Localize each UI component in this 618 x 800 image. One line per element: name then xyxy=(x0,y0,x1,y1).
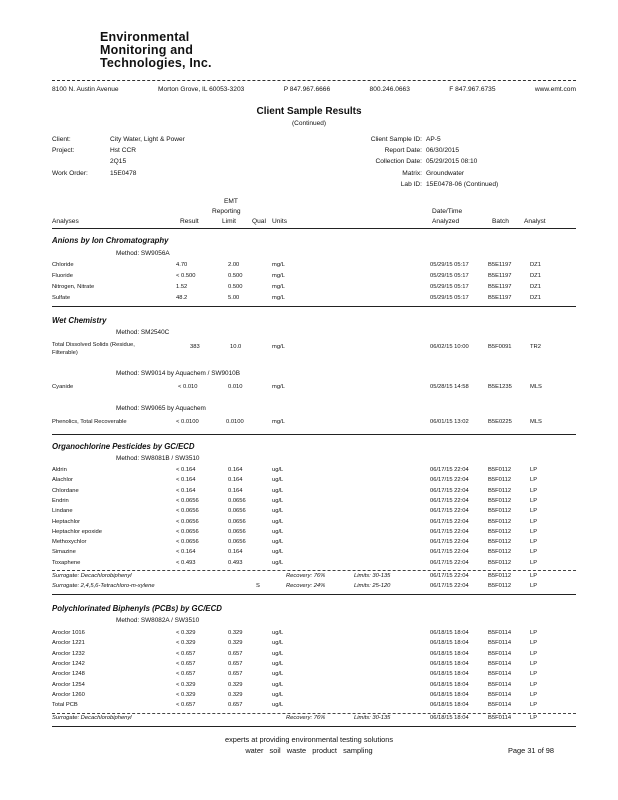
cell-batch: B5F0112 xyxy=(488,539,512,546)
matrix-value: Groundwater xyxy=(426,170,465,177)
cell-analyst: LP xyxy=(530,539,538,546)
company-name-line1: Environmental xyxy=(100,30,190,44)
cell-batch: B5F0112 xyxy=(488,477,512,484)
footer-categories: water soil waste product sampling xyxy=(245,746,373,755)
cell-recovery: Recovery: 24% xyxy=(286,583,326,589)
cell-units: ug/L xyxy=(272,539,284,546)
cell-date: 06/18/15 18:04 xyxy=(430,702,469,709)
col-batch: Batch xyxy=(492,218,509,225)
cell-date: 05/29/15 05:17 xyxy=(430,284,469,290)
collection-date-value: 05/29/2015 08:10 xyxy=(426,158,478,165)
cell-analyst: LP xyxy=(530,691,538,698)
section-wet-method2: Method: SW9014 by Aquachem / SW9010B xyxy=(116,370,240,377)
cell-analyst: LP xyxy=(530,487,538,494)
address-phone: P 847.967.6666 xyxy=(283,86,331,93)
table-row xyxy=(0,384,618,394)
pcb-surr-date: 06/18/15 18:04 xyxy=(430,715,469,721)
cell-batch: B5F0114 xyxy=(488,630,512,636)
cell-analyst: LP xyxy=(530,467,538,473)
pest-surrogate-rule xyxy=(52,570,576,571)
cell-analyst: LP xyxy=(530,508,538,515)
cell-result: 48.2 xyxy=(176,295,188,301)
cell-analyte: Aroclor 1221 xyxy=(52,640,85,647)
cell-units: ug/L xyxy=(272,640,284,647)
phenol-name: Phenolics, Total Recoverable xyxy=(52,419,127,425)
cell-limit: 0.164 xyxy=(228,487,243,494)
table-row xyxy=(0,661,618,670)
col-analyses: Analyses xyxy=(52,218,79,225)
col-qual: Qual xyxy=(252,218,266,225)
cyanide-name: Cyanide xyxy=(52,384,74,390)
company-name-line2: Monitoring and xyxy=(100,43,194,57)
table-row xyxy=(0,284,618,293)
cell-limit: 0.500 xyxy=(228,284,243,290)
tds-units: mg/L xyxy=(272,344,285,350)
cell-analyst: LP xyxy=(530,477,538,484)
cell-date: 06/18/15 18:04 xyxy=(430,630,469,636)
col-units: Units xyxy=(272,218,288,225)
cell-batch: B5F0112 xyxy=(488,583,512,589)
cell-units: mg/L xyxy=(272,273,285,279)
table-row xyxy=(0,692,618,701)
cell-analyte: Sulfate xyxy=(52,295,71,301)
cell-analyte: Fluoride xyxy=(52,273,73,279)
pcb-surr-analyst: LP xyxy=(530,715,538,721)
cell-date: 06/17/15 22:04 xyxy=(430,508,469,515)
cell-analyte: Aroclor 1254 xyxy=(52,681,85,688)
section-pcb-title: Polychlorinated Biphenyls (PCBs) by GC/ECD xyxy=(52,604,222,613)
cell-analyst: LP xyxy=(530,681,538,688)
table-header xyxy=(0,0,618,240)
cell-units: ug/L xyxy=(272,477,284,484)
cell-result: < 0.493 xyxy=(176,559,196,566)
tds-limit: 10.0 xyxy=(230,344,242,350)
tds-name-2: Filterable) xyxy=(52,350,78,356)
cell-analyst: DZ1 xyxy=(530,295,541,301)
cell-analyte: Nitrogen, Nitrate xyxy=(52,284,95,290)
lab-id-value: 15E0478-06 (Continued) xyxy=(426,181,499,188)
table-row xyxy=(0,715,618,725)
table-row xyxy=(0,488,618,497)
cell-recovery: Recovery: 76% xyxy=(286,573,326,579)
cell-batch: B5F0114 xyxy=(488,650,512,657)
collection-date-label: Collection Date: xyxy=(375,158,422,165)
address-web: www.emt.com xyxy=(534,86,576,93)
footer-tagline: experts at providing environmental testing solutions xyxy=(224,735,394,744)
pcb-surr-name: Surrogate: Decachlorobiphenyl xyxy=(52,715,132,721)
cell-units: ug/L xyxy=(272,660,284,667)
cell-limit: 0.329 xyxy=(228,681,243,688)
cell-limit: 0.0656 xyxy=(228,518,246,525)
table-row xyxy=(0,651,618,660)
cell-date: 06/17/15 22:04 xyxy=(430,528,469,535)
cell-result: < 0.164 xyxy=(176,477,196,484)
cell-units: ug/L xyxy=(272,702,284,709)
cell-result: < 0.657 xyxy=(176,650,196,657)
cell-analyst: LP xyxy=(530,497,538,504)
project-label: Project: xyxy=(52,147,75,154)
cell-units: ug/L xyxy=(272,671,284,678)
cell-result: < 0.329 xyxy=(176,640,196,647)
cell-limit: 0.493 xyxy=(228,559,243,566)
table-row xyxy=(0,682,618,691)
cell-date: 06/17/15 22:04 xyxy=(430,583,469,589)
cell-limit: 0.164 xyxy=(228,477,243,484)
cell-batch: B5E1197 xyxy=(488,284,512,290)
cell-surrogate: Surrogate: 2,4,5,6-Tetrachloro-m-xylene xyxy=(52,583,155,589)
cell-analyst: LP xyxy=(530,640,538,647)
address-fax: F 847.967.6735 xyxy=(449,86,496,93)
cell-units: ug/L xyxy=(272,518,284,525)
cell-analyte: Methoxychlor xyxy=(52,539,87,546)
project-value: Hst CCR xyxy=(110,147,137,154)
table-row xyxy=(0,573,618,582)
cell-result: < 0.329 xyxy=(176,630,196,636)
cell-batch: B5F0112 xyxy=(488,528,512,535)
cell-analyte: Aldrin xyxy=(52,467,67,473)
pcb-surr-recovery: Recovery: 76% xyxy=(286,715,326,721)
table-row xyxy=(0,640,618,649)
address-city: Morton Grove, IL 60053-3203 xyxy=(158,86,245,93)
cell-analyst: LP xyxy=(530,583,538,589)
cell-units: mg/L xyxy=(272,262,285,268)
cell-batch: B5E1197 xyxy=(488,273,512,279)
cell-result: < 0.657 xyxy=(176,671,196,678)
cell-limits: Limits: 30-135 xyxy=(354,573,391,579)
cell-units: ug/L xyxy=(272,508,284,515)
cell-analyst: LP xyxy=(530,630,538,636)
cell-units: ug/L xyxy=(272,549,284,556)
cell-date: 06/18/15 18:04 xyxy=(430,691,469,698)
cell-analyte: Endrin xyxy=(52,497,69,504)
cell-date: 06/17/15 22:04 xyxy=(430,559,469,566)
table-row xyxy=(0,630,618,639)
cyanide-analyst: MLS xyxy=(530,384,542,390)
cell-limit: 0.500 xyxy=(228,273,243,279)
cell-analyte: Toxaphene xyxy=(52,559,81,566)
cell-units: mg/L xyxy=(272,295,285,301)
cell-limit: 0.657 xyxy=(228,660,243,667)
client-value: City Water, Light & Power xyxy=(110,136,185,143)
cell-date: 06/18/15 18:04 xyxy=(430,671,469,678)
cell-result: < 0.329 xyxy=(176,691,196,698)
cell-date: 06/18/15 18:04 xyxy=(430,660,469,667)
cell-batch: B5F0114 xyxy=(488,681,512,688)
cell-limit: 2.00 xyxy=(228,262,240,268)
cell-date: 06/17/15 22:04 xyxy=(430,518,469,525)
report-date-value: 06/30/2015 xyxy=(426,147,460,154)
col-datetime: Date/Time xyxy=(432,208,463,215)
section-wet-title: Wet Chemistry xyxy=(52,316,107,325)
cell-analyte: Aroclor 1260 xyxy=(52,691,85,698)
cell-analyst: LP xyxy=(530,528,538,535)
cell-units: ug/L xyxy=(272,467,284,473)
table-row xyxy=(0,529,618,538)
pcb-surr-batch: B5F0114 xyxy=(488,715,512,721)
page-subtitle: (Continued) xyxy=(292,120,326,127)
report-date-label: Report Date: xyxy=(384,147,422,154)
phenol-analyst: MLS xyxy=(530,419,542,425)
cell-qual: S xyxy=(256,583,260,589)
cell-result: < 0.0656 xyxy=(176,528,199,535)
cell-analyte: Aroclor 1232 xyxy=(52,650,85,657)
cell-limit: 0.329 xyxy=(228,691,243,698)
table-row xyxy=(0,583,618,592)
cyanide-date: 05/28/15 14:58 xyxy=(430,384,469,390)
page-number: Page 31 of 98 xyxy=(508,746,555,755)
cell-batch: B5F0112 xyxy=(488,549,512,556)
phenol-batch: B5E0225 xyxy=(488,419,512,425)
cell-result: < 0.0656 xyxy=(176,497,199,504)
cell-date: 05/29/15 05:17 xyxy=(430,273,469,279)
cell-batch: B5F0112 xyxy=(488,487,512,494)
section-anions-title: Anions by Ion Chromatography xyxy=(52,236,169,245)
cell-result: < 0.0656 xyxy=(176,539,199,546)
cell-limit: 0.0656 xyxy=(228,539,246,546)
table-row xyxy=(0,539,618,548)
table-row xyxy=(0,702,618,711)
cell-analyte: Chloride xyxy=(52,262,74,268)
phenol-date: 06/01/15 13:02 xyxy=(430,419,469,425)
cyanide-limit: 0.010 xyxy=(228,384,243,390)
table-row xyxy=(0,508,618,517)
col-limit: Limit xyxy=(222,218,236,225)
tds-batch: B5F0091 xyxy=(488,344,512,350)
tds-analyst: TR2 xyxy=(530,344,541,350)
sample-id-value: AP-5 xyxy=(426,136,441,143)
table-row xyxy=(0,262,618,271)
cell-batch: B5F0114 xyxy=(488,671,512,678)
cyanide-batch: B5E1235 xyxy=(488,384,512,390)
cell-limits: Limits: 25-120 xyxy=(354,583,391,589)
col-result: Result xyxy=(180,218,199,225)
cell-analyst: LP xyxy=(530,650,538,657)
cell-analyst: LP xyxy=(530,573,538,579)
cell-units: ug/L xyxy=(272,681,284,688)
cell-analyst: LP xyxy=(530,549,538,556)
cell-analyte: Aroclor 1242 xyxy=(52,660,85,667)
cell-analyst: LP xyxy=(530,671,538,678)
cell-limit: 0.164 xyxy=(228,549,243,556)
table-row xyxy=(0,671,618,680)
phenol-limit: 0.0100 xyxy=(226,419,244,425)
cell-batch: B5F0112 xyxy=(488,518,512,525)
pcb-rule xyxy=(52,726,576,727)
anions-rule xyxy=(52,306,576,307)
cell-result: < 0.164 xyxy=(176,549,196,556)
company-name-line3: Technologies, Inc. xyxy=(100,56,212,70)
cell-units: ug/L xyxy=(272,630,284,636)
table-row xyxy=(0,467,618,476)
cell-limit: 0.329 xyxy=(228,640,243,647)
lab-id-label: Lab ID: xyxy=(400,181,422,188)
section-anions-method: Method: SW9056A xyxy=(116,250,170,257)
table-row xyxy=(0,342,618,360)
cell-result: < 0.500 xyxy=(176,273,196,279)
cell-limit: 0.657 xyxy=(228,650,243,657)
wet-rule xyxy=(52,434,576,435)
cell-batch: B5E1197 xyxy=(488,295,512,301)
cell-result: < 0.164 xyxy=(176,487,196,494)
section-wet-method1: Method: SM2540C xyxy=(116,329,170,336)
cell-date: 05/29/15 05:17 xyxy=(430,295,469,301)
cell-limit: 5.00 xyxy=(228,295,240,301)
cell-result: 1.52 xyxy=(176,284,188,290)
cell-batch: B5F0114 xyxy=(488,702,512,709)
tds-name-1: Total Dissolved Solids (Residue, xyxy=(52,342,135,348)
cell-date: 06/18/15 18:04 xyxy=(430,681,469,688)
pcb-surr-limits: Limits: 30-135 xyxy=(354,715,391,721)
work-order-value: 15E0478 xyxy=(110,170,137,177)
client-label: Client: xyxy=(52,136,71,143)
cell-units: ug/L xyxy=(272,497,284,504)
cyanide-result: < 0.010 xyxy=(178,384,198,390)
cell-analyte: Aroclor 1016 xyxy=(52,630,85,636)
cell-batch: B5F0112 xyxy=(488,573,512,579)
pcb-surrogate-rule xyxy=(52,713,576,714)
cell-units: ug/L xyxy=(272,650,284,657)
cell-result: < 0.657 xyxy=(176,702,196,709)
cell-batch: B5F0112 xyxy=(488,467,512,473)
cell-batch: B5F0112 xyxy=(488,559,512,566)
cell-date: 06/18/15 18:04 xyxy=(430,650,469,657)
cell-units: ug/L xyxy=(272,559,284,566)
table-row xyxy=(0,419,618,429)
cell-analyte: Total PCB xyxy=(52,702,78,709)
cell-batch: B5E1197 xyxy=(488,262,512,268)
cell-units: ug/L xyxy=(272,528,284,535)
cell-batch: B5F0112 xyxy=(488,497,512,504)
cell-limit: 0.0656 xyxy=(228,497,246,504)
section-pest-method: Method: SW8081B / SW3510 xyxy=(116,455,200,462)
cell-analyst: LP xyxy=(530,518,538,525)
header-rule xyxy=(52,228,576,229)
cell-result: < 0.0656 xyxy=(176,518,199,525)
cell-limit: 0.164 xyxy=(228,467,243,473)
cell-units: ug/L xyxy=(272,487,284,494)
cell-result: < 0.164 xyxy=(176,467,196,473)
table-row xyxy=(0,519,618,528)
section-wet-method3: Method: SW9065 by Aquachem xyxy=(116,405,206,412)
cell-analyte: Simazine xyxy=(52,549,76,556)
table-row xyxy=(0,560,618,569)
phenol-result: < 0.0100 xyxy=(176,419,199,425)
table-row xyxy=(0,549,618,558)
cell-analyst: DZ1 xyxy=(530,262,541,268)
page-title: Client Sample Results xyxy=(256,106,362,117)
phenol-units: mg/L xyxy=(272,419,285,425)
section-pcb-method: Method: SW8082A / SW3510 xyxy=(116,617,200,624)
table-row xyxy=(0,295,618,304)
sample-id-label: Client Sample ID: xyxy=(370,136,422,143)
cell-date: 06/17/15 22:04 xyxy=(430,573,469,579)
cell-date: 06/17/15 22:04 xyxy=(430,477,469,484)
cell-result: < 0.657 xyxy=(176,660,196,667)
cell-limit: 0.0656 xyxy=(228,528,246,535)
table-row xyxy=(0,498,618,507)
matrix-label: Matrix: xyxy=(402,170,422,177)
cell-units: ug/L xyxy=(272,691,284,698)
cell-analyte: Aroclor 1248 xyxy=(52,671,85,678)
cell-analyst: LP xyxy=(530,702,538,709)
cell-surrogate: Surrogate: Decachlorobiphenyl xyxy=(52,573,132,579)
section-pest-title: Organochlorine Pesticides by GC/ECD xyxy=(52,442,195,451)
cyanide-units: mg/L xyxy=(272,384,285,390)
cell-analyte: Chlordane xyxy=(52,487,79,494)
cell-date: 06/17/15 22:04 xyxy=(430,467,469,473)
cell-analyte: Heptachlor epoxide xyxy=(52,528,102,535)
cell-date: 06/17/15 22:04 xyxy=(430,549,469,556)
cell-limit: 0.329 xyxy=(228,630,243,636)
cell-analyte: Lindane xyxy=(52,508,73,515)
col-analyst: Analyst xyxy=(524,218,546,225)
cell-date: 06/17/15 22:04 xyxy=(430,539,469,546)
cell-limit: 0.0656 xyxy=(228,508,246,515)
project-value-2: 2Q15 xyxy=(110,158,127,165)
cell-batch: B5F0112 xyxy=(488,508,512,515)
cell-analyte: Heptachlor xyxy=(52,518,81,525)
work-order-label: Work Order: xyxy=(52,170,88,177)
col-analyzed: Analyzed xyxy=(432,218,460,225)
cell-date: 05/29/15 05:17 xyxy=(430,262,469,268)
table-row xyxy=(0,273,618,282)
cell-result: < 0.0656 xyxy=(176,508,199,515)
cell-batch: B5F0114 xyxy=(488,640,512,647)
cell-batch: B5F0114 xyxy=(488,660,512,667)
cell-analyst: DZ1 xyxy=(530,273,541,279)
cell-analyst: DZ1 xyxy=(530,284,541,290)
cell-result: < 0.329 xyxy=(176,681,196,688)
tds-date: 06/02/15 10:00 xyxy=(430,344,469,350)
col-reporting: Reporting xyxy=(212,208,241,215)
cell-date: 06/18/15 18:04 xyxy=(430,640,469,647)
tds-result: 383 xyxy=(190,344,200,350)
col-emt: EMT xyxy=(224,198,238,205)
cell-result: 4.70 xyxy=(176,262,188,268)
cell-limit: 0.657 xyxy=(228,702,243,709)
cell-units: mg/L xyxy=(272,284,285,290)
pest-rule xyxy=(52,594,576,595)
cell-analyst: LP xyxy=(530,559,538,566)
address-street: 8100 N. Austin Avenue xyxy=(52,86,119,93)
cell-batch: B5F0114 xyxy=(488,691,512,698)
cell-analyte: Alachlor xyxy=(52,477,73,484)
cell-analyst: LP xyxy=(530,660,538,667)
cell-limit: 0.657 xyxy=(228,671,243,678)
cell-date: 06/17/15 22:04 xyxy=(430,497,469,504)
address-tollfree: 800.246.0663 xyxy=(369,86,410,93)
table-row xyxy=(0,477,618,486)
cell-date: 06/17/15 22:04 xyxy=(430,487,469,494)
